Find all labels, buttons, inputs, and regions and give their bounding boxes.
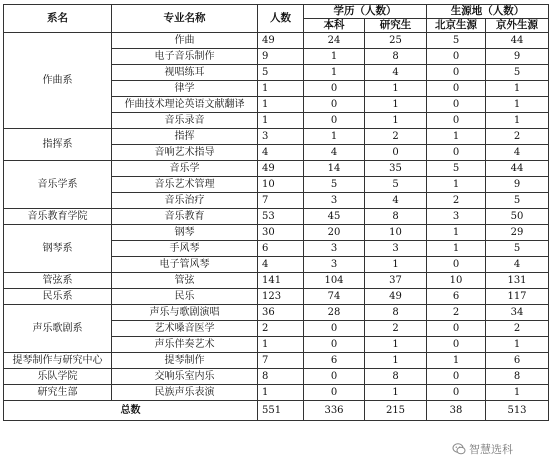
- undergrad-cell: 0: [304, 321, 365, 337]
- graduate-cell: 37: [365, 273, 427, 289]
- graduate-cell: 0: [365, 145, 427, 161]
- beijing-cell: 0: [427, 113, 486, 129]
- department-cell: 乐队学院: [4, 369, 112, 385]
- graduate-cell: 35: [365, 161, 427, 177]
- graduate-cell: 8: [365, 305, 427, 321]
- count-cell: 9: [258, 49, 304, 65]
- graduate-cell: 8: [365, 49, 427, 65]
- department-cell: 音乐教育学院: [4, 209, 112, 225]
- header-outside: 京外生源: [486, 19, 549, 33]
- graduate-cell: 8: [365, 369, 427, 385]
- major-cell: 管弦: [112, 273, 258, 289]
- major-cell: 电子音乐制作: [112, 49, 258, 65]
- outside-cell: 2: [486, 321, 549, 337]
- graduates-table: [3, 4, 549, 421]
- table-row: [4, 305, 549, 321]
- major-cell: 音乐录音: [112, 113, 258, 129]
- undergrad-cell: 74: [304, 289, 365, 305]
- totals-undergrad: 336: [304, 401, 365, 421]
- graduate-cell: 1: [365, 97, 427, 113]
- major-cell: 音乐教育: [112, 209, 258, 225]
- count-cell: 4: [258, 145, 304, 161]
- totals-count: 551: [258, 401, 304, 421]
- graduate-cell: 8: [365, 209, 427, 225]
- undergrad-cell: 24: [304, 33, 365, 49]
- count-cell: 1: [258, 81, 304, 97]
- outside-cell: 5: [486, 241, 549, 257]
- graduate-cell: 10: [365, 225, 427, 241]
- outside-cell: 5: [486, 193, 549, 209]
- beijing-cell: 0: [427, 49, 486, 65]
- major-cell: 声乐与歌剧演唱: [112, 305, 258, 321]
- graduate-cell: 1: [365, 113, 427, 129]
- totals-graduate: 215: [365, 401, 427, 421]
- wechat-icon: [452, 442, 466, 456]
- totals-row: [4, 401, 549, 421]
- count-cell: 8: [258, 369, 304, 385]
- count-cell: 53: [258, 209, 304, 225]
- count-cell: 36: [258, 305, 304, 321]
- beijing-cell: 0: [427, 257, 486, 273]
- count-cell: 7: [258, 193, 304, 209]
- department-cell: 民乐系: [4, 289, 112, 305]
- watermark: [452, 437, 544, 461]
- major-cell: 视唱练耳: [112, 65, 258, 81]
- header-department: 系名: [4, 5, 112, 33]
- beijing-cell: 0: [427, 81, 486, 97]
- outside-cell: 4: [486, 257, 549, 273]
- undergrad-cell: 0: [304, 369, 365, 385]
- beijing-cell: 5: [427, 33, 486, 49]
- graduate-cell: 2: [365, 321, 427, 337]
- department-cell: 音乐学系: [4, 161, 112, 209]
- beijing-cell: 10: [427, 273, 486, 289]
- totals-label: 总数: [4, 401, 258, 421]
- undergrad-cell: 3: [304, 193, 365, 209]
- outside-cell: 44: [486, 33, 549, 49]
- outside-cell: 5: [486, 65, 549, 81]
- undergrad-cell: 4: [304, 145, 365, 161]
- beijing-cell: 1: [427, 129, 486, 145]
- count-cell: 123: [258, 289, 304, 305]
- undergrad-cell: 3: [304, 241, 365, 257]
- graduate-cell: 1: [365, 337, 427, 353]
- major-cell: 音乐学: [112, 161, 258, 177]
- beijing-cell: 3: [427, 209, 486, 225]
- undergrad-cell: 3: [304, 257, 365, 273]
- major-cell: 交响乐室内乐: [112, 369, 258, 385]
- major-cell: 音乐治疗: [112, 193, 258, 209]
- header-origin: 生源地（人数）: [427, 5, 549, 19]
- beijing-cell: 1: [427, 353, 486, 369]
- beijing-cell: 5: [427, 161, 486, 177]
- header-education: 学历（人数）: [304, 5, 427, 19]
- undergrad-cell: 20: [304, 225, 365, 241]
- undergrad-cell: 5: [304, 177, 365, 193]
- table-row: [4, 353, 549, 369]
- department-cell: 研究生部: [4, 385, 112, 401]
- major-cell: 律学: [112, 81, 258, 97]
- outside-cell: 8: [486, 369, 549, 385]
- department-cell: 作曲系: [4, 33, 112, 129]
- outside-cell: 1: [486, 337, 549, 353]
- beijing-cell: 6: [427, 289, 486, 305]
- header-major: 专业名称: [112, 5, 258, 33]
- major-cell: 音乐艺术管理: [112, 177, 258, 193]
- major-cell: 手风琴: [112, 241, 258, 257]
- table-row: [4, 385, 549, 401]
- count-cell: 3: [258, 129, 304, 145]
- department-cell: 声乐歌剧系: [4, 305, 112, 353]
- count-cell: 4: [258, 257, 304, 273]
- table-row: [4, 273, 549, 289]
- count-cell: 30: [258, 225, 304, 241]
- graduate-cell: 4: [365, 193, 427, 209]
- table-row: [4, 369, 549, 385]
- header-graduate: 研究生: [365, 19, 427, 33]
- undergrad-cell: 6: [304, 353, 365, 369]
- undergrad-cell: 45: [304, 209, 365, 225]
- graduate-cell: 1: [365, 257, 427, 273]
- table-row: [4, 33, 549, 49]
- department-cell: 提琴制作与研究中心: [4, 353, 112, 369]
- undergrad-cell: 14: [304, 161, 365, 177]
- outside-cell: 1: [486, 113, 549, 129]
- undergrad-cell: 1: [304, 65, 365, 81]
- totals-beijing: 38: [427, 401, 486, 421]
- undergrad-cell: 0: [304, 337, 365, 353]
- major-cell: 艺术嗓音医学: [112, 321, 258, 337]
- department-cell: 指挥系: [4, 129, 112, 161]
- outside-cell: 4: [486, 145, 549, 161]
- graduate-cell: 3: [365, 241, 427, 257]
- outside-cell: 44: [486, 161, 549, 177]
- beijing-cell: 0: [427, 97, 486, 113]
- department-cell: 管弦系: [4, 273, 112, 289]
- undergrad-cell: 1: [304, 129, 365, 145]
- table-row: [4, 209, 549, 225]
- undergrad-cell: 0: [304, 97, 365, 113]
- table-row: [4, 161, 549, 177]
- outside-cell: 9: [486, 49, 549, 65]
- major-cell: 作曲技术理论英语文献翻译: [112, 97, 258, 113]
- undergrad-cell: 0: [304, 81, 365, 97]
- major-cell: 民乐: [112, 289, 258, 305]
- outside-cell: 50: [486, 209, 549, 225]
- outside-cell: 29: [486, 225, 549, 241]
- table-row: [4, 129, 549, 145]
- graduate-cell: 5: [365, 177, 427, 193]
- header-undergrad: 本科: [304, 19, 365, 33]
- beijing-cell: 2: [427, 193, 486, 209]
- major-cell: 提琴制作: [112, 353, 258, 369]
- header-count: 人数: [258, 5, 304, 33]
- beijing-cell: 1: [427, 225, 486, 241]
- watermark-text: 智慧选科: [469, 443, 513, 456]
- table-row: [4, 289, 549, 305]
- undergrad-cell: 0: [304, 113, 365, 129]
- beijing-cell: 0: [427, 321, 486, 337]
- undergrad-cell: 104: [304, 273, 365, 289]
- count-cell: 6: [258, 241, 304, 257]
- major-cell: 作曲: [112, 33, 258, 49]
- beijing-cell: 0: [427, 369, 486, 385]
- outside-cell: 6: [486, 353, 549, 369]
- beijing-cell: 0: [427, 145, 486, 161]
- count-cell: 7: [258, 353, 304, 369]
- department-cell: 钢琴系: [4, 225, 112, 273]
- count-cell: 49: [258, 161, 304, 177]
- beijing-cell: 0: [427, 385, 486, 401]
- beijing-cell: 2: [427, 305, 486, 321]
- major-cell: 民族声乐表演: [112, 385, 258, 401]
- table-row: [4, 225, 549, 241]
- totals-outside: 513: [486, 401, 549, 421]
- graduate-cell: 49: [365, 289, 427, 305]
- undergrad-cell: 1: [304, 49, 365, 65]
- count-cell: 141: [258, 273, 304, 289]
- count-cell: 1: [258, 337, 304, 353]
- beijing-cell: 0: [427, 337, 486, 353]
- count-cell: 1: [258, 385, 304, 401]
- outside-cell: 1: [486, 81, 549, 97]
- graduate-cell: 25: [365, 33, 427, 49]
- undergrad-cell: 0: [304, 385, 365, 401]
- graduate-cell: 1: [365, 353, 427, 369]
- major-cell: 钢琴: [112, 225, 258, 241]
- graduate-cell: 4: [365, 65, 427, 81]
- count-cell: 5: [258, 65, 304, 81]
- outside-cell: 34: [486, 305, 549, 321]
- table-body: [4, 33, 549, 401]
- count-cell: 2: [258, 321, 304, 337]
- beijing-cell: 0: [427, 65, 486, 81]
- graduate-cell: 1: [365, 81, 427, 97]
- outside-cell: 131: [486, 273, 549, 289]
- outside-cell: 1: [486, 385, 549, 401]
- outside-cell: 9: [486, 177, 549, 193]
- outside-cell: 117: [486, 289, 549, 305]
- count-cell: 1: [258, 97, 304, 113]
- count-cell: 49: [258, 33, 304, 49]
- beijing-cell: 1: [427, 241, 486, 257]
- count-cell: 1: [258, 113, 304, 129]
- header-beijing: 北京生源: [427, 19, 486, 33]
- graduate-cell: 2: [365, 129, 427, 145]
- major-cell: 音响艺术指导: [112, 145, 258, 161]
- outside-cell: 2: [486, 129, 549, 145]
- outside-cell: 1: [486, 97, 549, 113]
- major-cell: 声乐伴奏艺术: [112, 337, 258, 353]
- graduate-cell: 1: [365, 385, 427, 401]
- undergrad-cell: 28: [304, 305, 365, 321]
- major-cell: 电子管风琴: [112, 257, 258, 273]
- beijing-cell: 1: [427, 177, 486, 193]
- major-cell: 指挥: [112, 129, 258, 145]
- count-cell: 10: [258, 177, 304, 193]
